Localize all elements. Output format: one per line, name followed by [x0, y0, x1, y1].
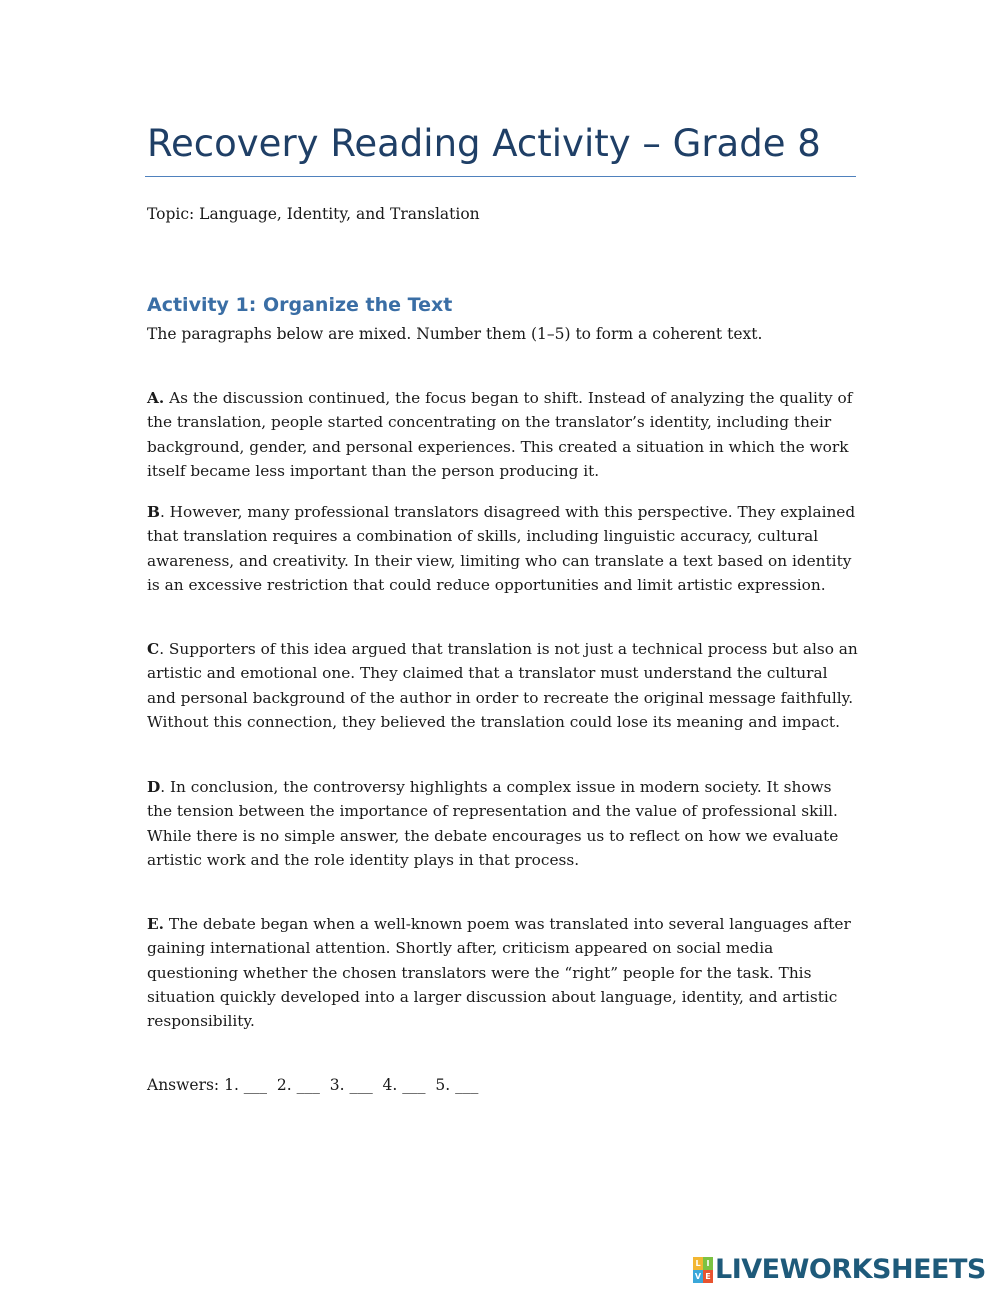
logo-letter: L [693, 1257, 703, 1270]
liveworksheets-brand[interactable] [693, 1254, 986, 1286]
paragraph-text: . In conclusion, the controversy highlights a complex issue in modern society. It shows the tension between the importance of representation and the value of professional skill. While there is no simple answer, the debate encourages us to reflect on how we evaluate artistic work and the role identity plays in that process. [147, 778, 839, 869]
page-title: Recovery Reading Activity – Grade 8 [147, 122, 821, 165]
paragraph-a [147, 386, 859, 483]
paragraph-e [147, 912, 859, 1033]
paragraph-letter: E. [147, 915, 164, 933]
paragraph-letter: B [147, 503, 160, 521]
paragraph-text: . However, many professional translators disagreed with this perspective. They explained that translation requires a combination of skills, including linguistic accuracy, cultural awareness, and creativity. In their view, limiting who can translate a text based on identity is an excessive restriction that could reduce opportunities and limit artistic expression. [147, 503, 856, 594]
brand-name: LIVEWORKSHEETS [715, 1254, 986, 1285]
logo-letter: V [694, 1272, 702, 1281]
liveworksheets-logo-icon [693, 1257, 713, 1283]
paragraph-letter: D [147, 778, 161, 796]
paragraph-text: As the discussion continued, the focus began to shift. Instead of analyzing the quality of the translation, people started concentrating on the translator’s identity, including their background, gender, and personal experiences. This created a situation in which the work itself became less important than the person producing it. [147, 389, 853, 480]
paragraph-text: The debate began when a well-known poem was translated into several languages after gaining international attention. Shortly after, criticism appeared on social media questioning whether the chosen translators were the “right” people for the task. This situation quickly developed into a larger discussion about language, identity, and artistic responsibility. [147, 915, 851, 1031]
paragraph-b [147, 500, 859, 597]
answers-line: Answers: 1. ___ 2. ___ 3. ___ 4. ___ 5. ___ [147, 1076, 479, 1094]
title-divider [145, 176, 856, 177]
logo-letter: I [703, 1257, 713, 1270]
logo-letter: E [703, 1270, 713, 1283]
paragraph-letter: A. [147, 389, 165, 407]
paragraph-letter: C [147, 640, 160, 658]
paragraph-text: . Supporters of this idea argued that translation is not just a technical process but also an artistic and emotional one. They claimed that a translator must understand the cultural and personal background of the author in order to recreate the original message faithfully. Without this connection, they believed the translation could lose its meaning and impact. [147, 640, 858, 731]
paragraph-d [147, 775, 859, 872]
activity-heading: Activity 1: Organize the Text [147, 294, 453, 316]
activity-instructions: The paragraphs below are mixed. Number them (1–5) to form a coherent text. [147, 325, 763, 343]
paragraph-c [147, 637, 859, 734]
topic-line: Topic: Language, Identity, and Translation [147, 205, 480, 223]
